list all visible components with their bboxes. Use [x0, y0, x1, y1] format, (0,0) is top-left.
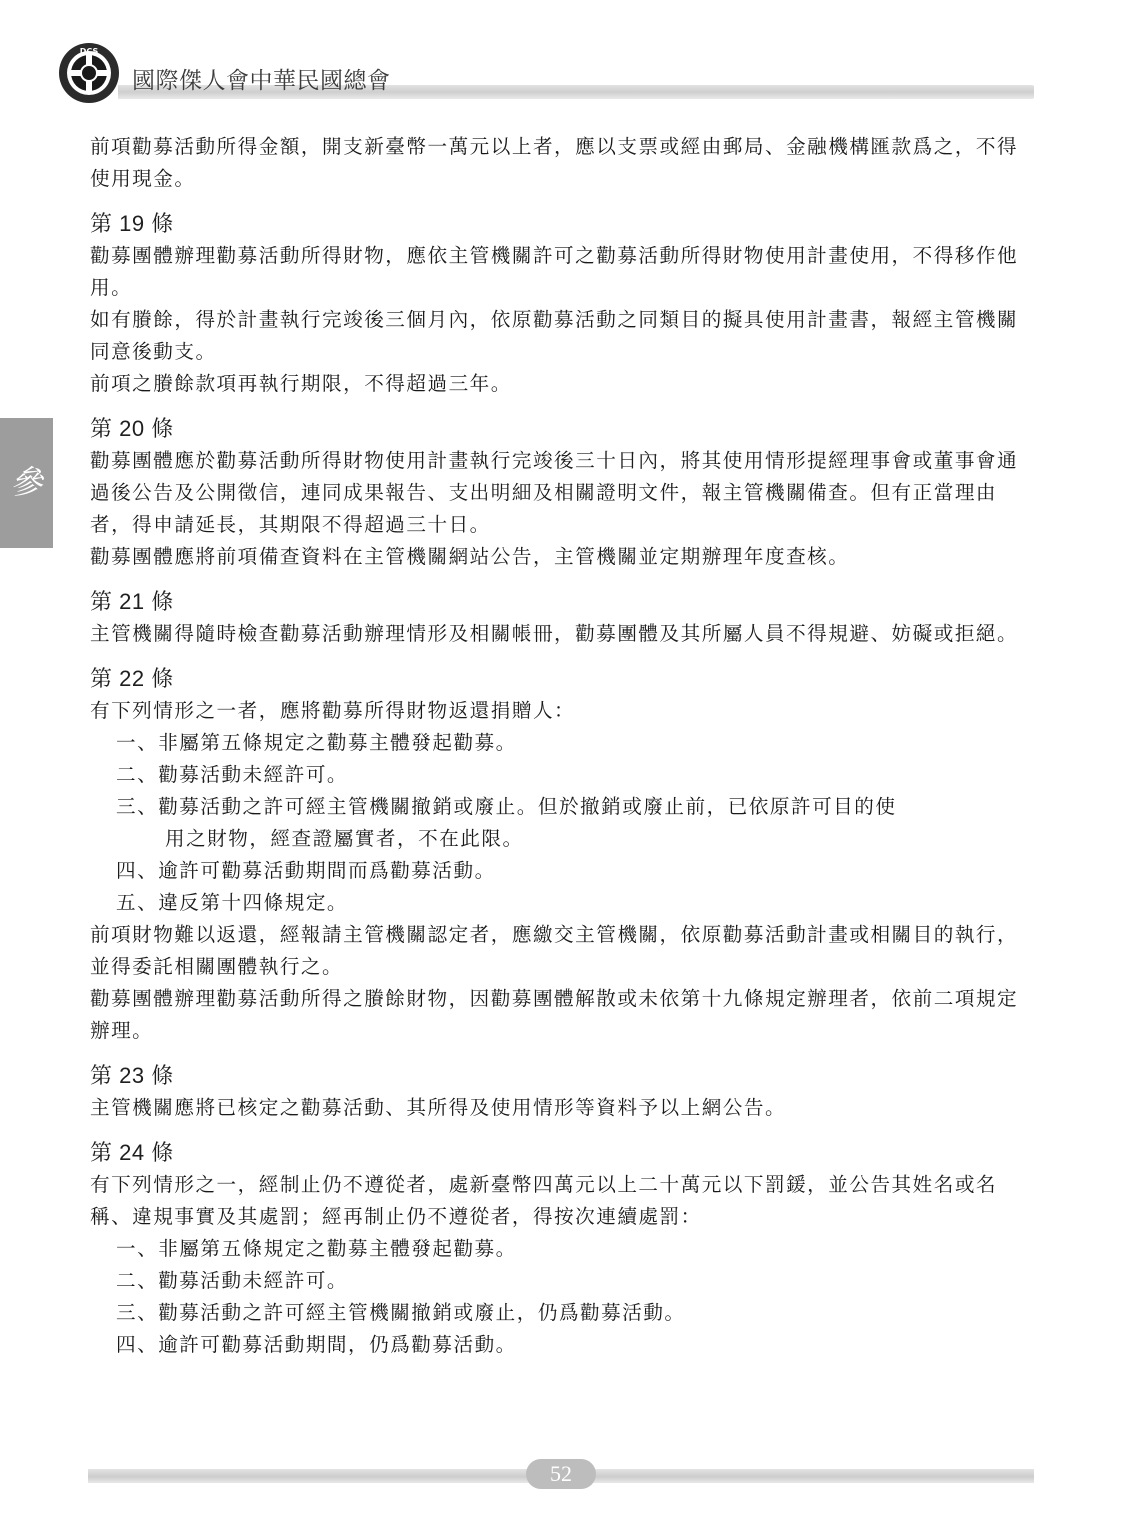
- list-item: [90, 855, 1038, 887]
- article-title: 第 19 條: [90, 211, 174, 236]
- article-lead: 有下列情形之一，經制止仍不遵從者，處新臺幣四萬元以上二十萬元以下罰鍰，並公告其姓名或名稱、違規事實及其處罰；經再制止仍不遵從者，得按次連續處罰：: [90, 1173, 998, 1228]
- item-text: 勸募活動之許可經主管機關撤銷或廢止。但於撤銷或廢止前，已依原許可目的使: [158, 795, 897, 818]
- item-number: 三、: [116, 1301, 159, 1324]
- list-item: [90, 1329, 1038, 1361]
- svg-text:DCS: DCS: [79, 47, 99, 56]
- list-item: [90, 791, 1038, 823]
- list-item: [90, 1233, 1038, 1265]
- article-paragraph: 勸募團體應將前項備查資料在主管機關網站公告，主管機關並定期辦理年度查核。: [90, 545, 850, 568]
- article-22: [90, 663, 1038, 1047]
- item-text: 勸募活動未經許可。: [158, 1269, 349, 1292]
- article-paragraph: 勸募團體辦理勸募活動所得財物，應依主管機關許可之勸募活動所得財物使用計畫使用，不得移作他用。: [90, 244, 1019, 299]
- list-item: [90, 759, 1038, 791]
- article-20: [90, 413, 1038, 573]
- item-number: 五、: [116, 891, 159, 914]
- item-number: 二、: [116, 763, 159, 786]
- article-23: [90, 1060, 1038, 1124]
- item-text: 勸募活動之許可經主管機關撤銷或廢止，仍爲勸募活動。: [158, 1301, 686, 1324]
- list-item: [90, 1297, 1038, 1329]
- item-text: 逾許可勸募活動期間，仍爲勸募活動。: [158, 1333, 517, 1356]
- article-24: [90, 1137, 1038, 1361]
- item-number: 三、: [116, 795, 159, 818]
- article-paragraph: 主管機關應將已核定之勸募活動、其所得及使用情形等資料予以上網公告。: [90, 1096, 787, 1119]
- item-number: 二、: [116, 1269, 159, 1292]
- article-title: 第 23 條: [90, 1063, 174, 1088]
- article-title: 第 24 條: [90, 1140, 174, 1165]
- intro-paragraph: 前項勸募活動所得金額，開支新臺幣一萬元以上者，應以支票或經由郵局、金融機構匯款爲之，不得使用現金。: [90, 135, 1019, 190]
- list-item: [90, 727, 1038, 759]
- page-number: 52: [526, 1459, 596, 1489]
- article-paragraph: 勸募團體應於勸募活動所得財物使用計畫執行完竣後三十日內，將其使用情形提經理事會或董事會通過後公告及公開徵信，連同成果報告、支出明細及相關證明文件，報主管機關備查。但有正當理由者，得申請延長，其期限不得超過三十日。: [90, 449, 1019, 536]
- item-text: 勸募活動未經許可。: [158, 763, 349, 786]
- item-number: 一、: [116, 1237, 159, 1260]
- side-tab-label: 參: [10, 463, 43, 501]
- item-number: 一、: [116, 731, 159, 754]
- article-title: 第 21 條: [90, 589, 174, 614]
- item-text: 非屬第五條規定之勸募主體發起勸募。: [158, 1237, 517, 1260]
- page-header: [0, 0, 1123, 110]
- article-paragraph: 主管機關得隨時檢查勸募活動辦理情形及相關帳冊，勸募團體及其所屬人員不得規避、妨礙或拒絕。: [90, 622, 1019, 645]
- item-text: 逾許可勸募活動期間而爲勸募活動。: [158, 859, 496, 882]
- article-lead: 有下列情形之一者，應將勸募所得財物返還捐贈人：: [90, 699, 576, 722]
- item-text: 非屬第五條規定之勸募主體發起勸募。: [158, 731, 517, 754]
- organization-name: 國際傑人會中華民國總會: [132, 68, 391, 94]
- document-body: [90, 131, 1038, 1361]
- article-paragraph: 前項之賸餘款項再執行期限，不得超過三年。: [90, 372, 512, 395]
- article-paragraph: 前項財物難以返還，經報請主管機關認定者，應繳交主管機關，依原勸募活動計畫或相關目的執行，並得委託相關團體執行之。: [90, 923, 1019, 978]
- article-paragraph: 勸募團體辦理勸募活動所得之賸餘財物，因勸募團體解散或未依第十九條規定辦理者，依前二項規定辦理。: [90, 987, 1019, 1042]
- list-item-continuation: 用之財物，經查證屬實者，不在此限。: [165, 827, 524, 850]
- list-item: [90, 887, 1038, 919]
- section-side-tab: [0, 418, 53, 548]
- list-item: [90, 1265, 1038, 1297]
- item-number: 四、: [116, 859, 159, 882]
- article-title: 第 20 條: [90, 416, 174, 441]
- item-text: 違反第十四條規定。: [158, 891, 349, 914]
- article-19: [90, 208, 1038, 400]
- article-paragraph: 如有賸餘，得於計畫執行完竣後三個月內，依原勸募活動之同類目的擬具使用計畫書，報經主管機關同意後動支。: [90, 308, 1019, 363]
- article-21: [90, 586, 1038, 650]
- article-title: 第 22 條: [90, 666, 174, 691]
- item-number: 四、: [116, 1333, 159, 1356]
- dcs-logo-icon: [58, 42, 120, 104]
